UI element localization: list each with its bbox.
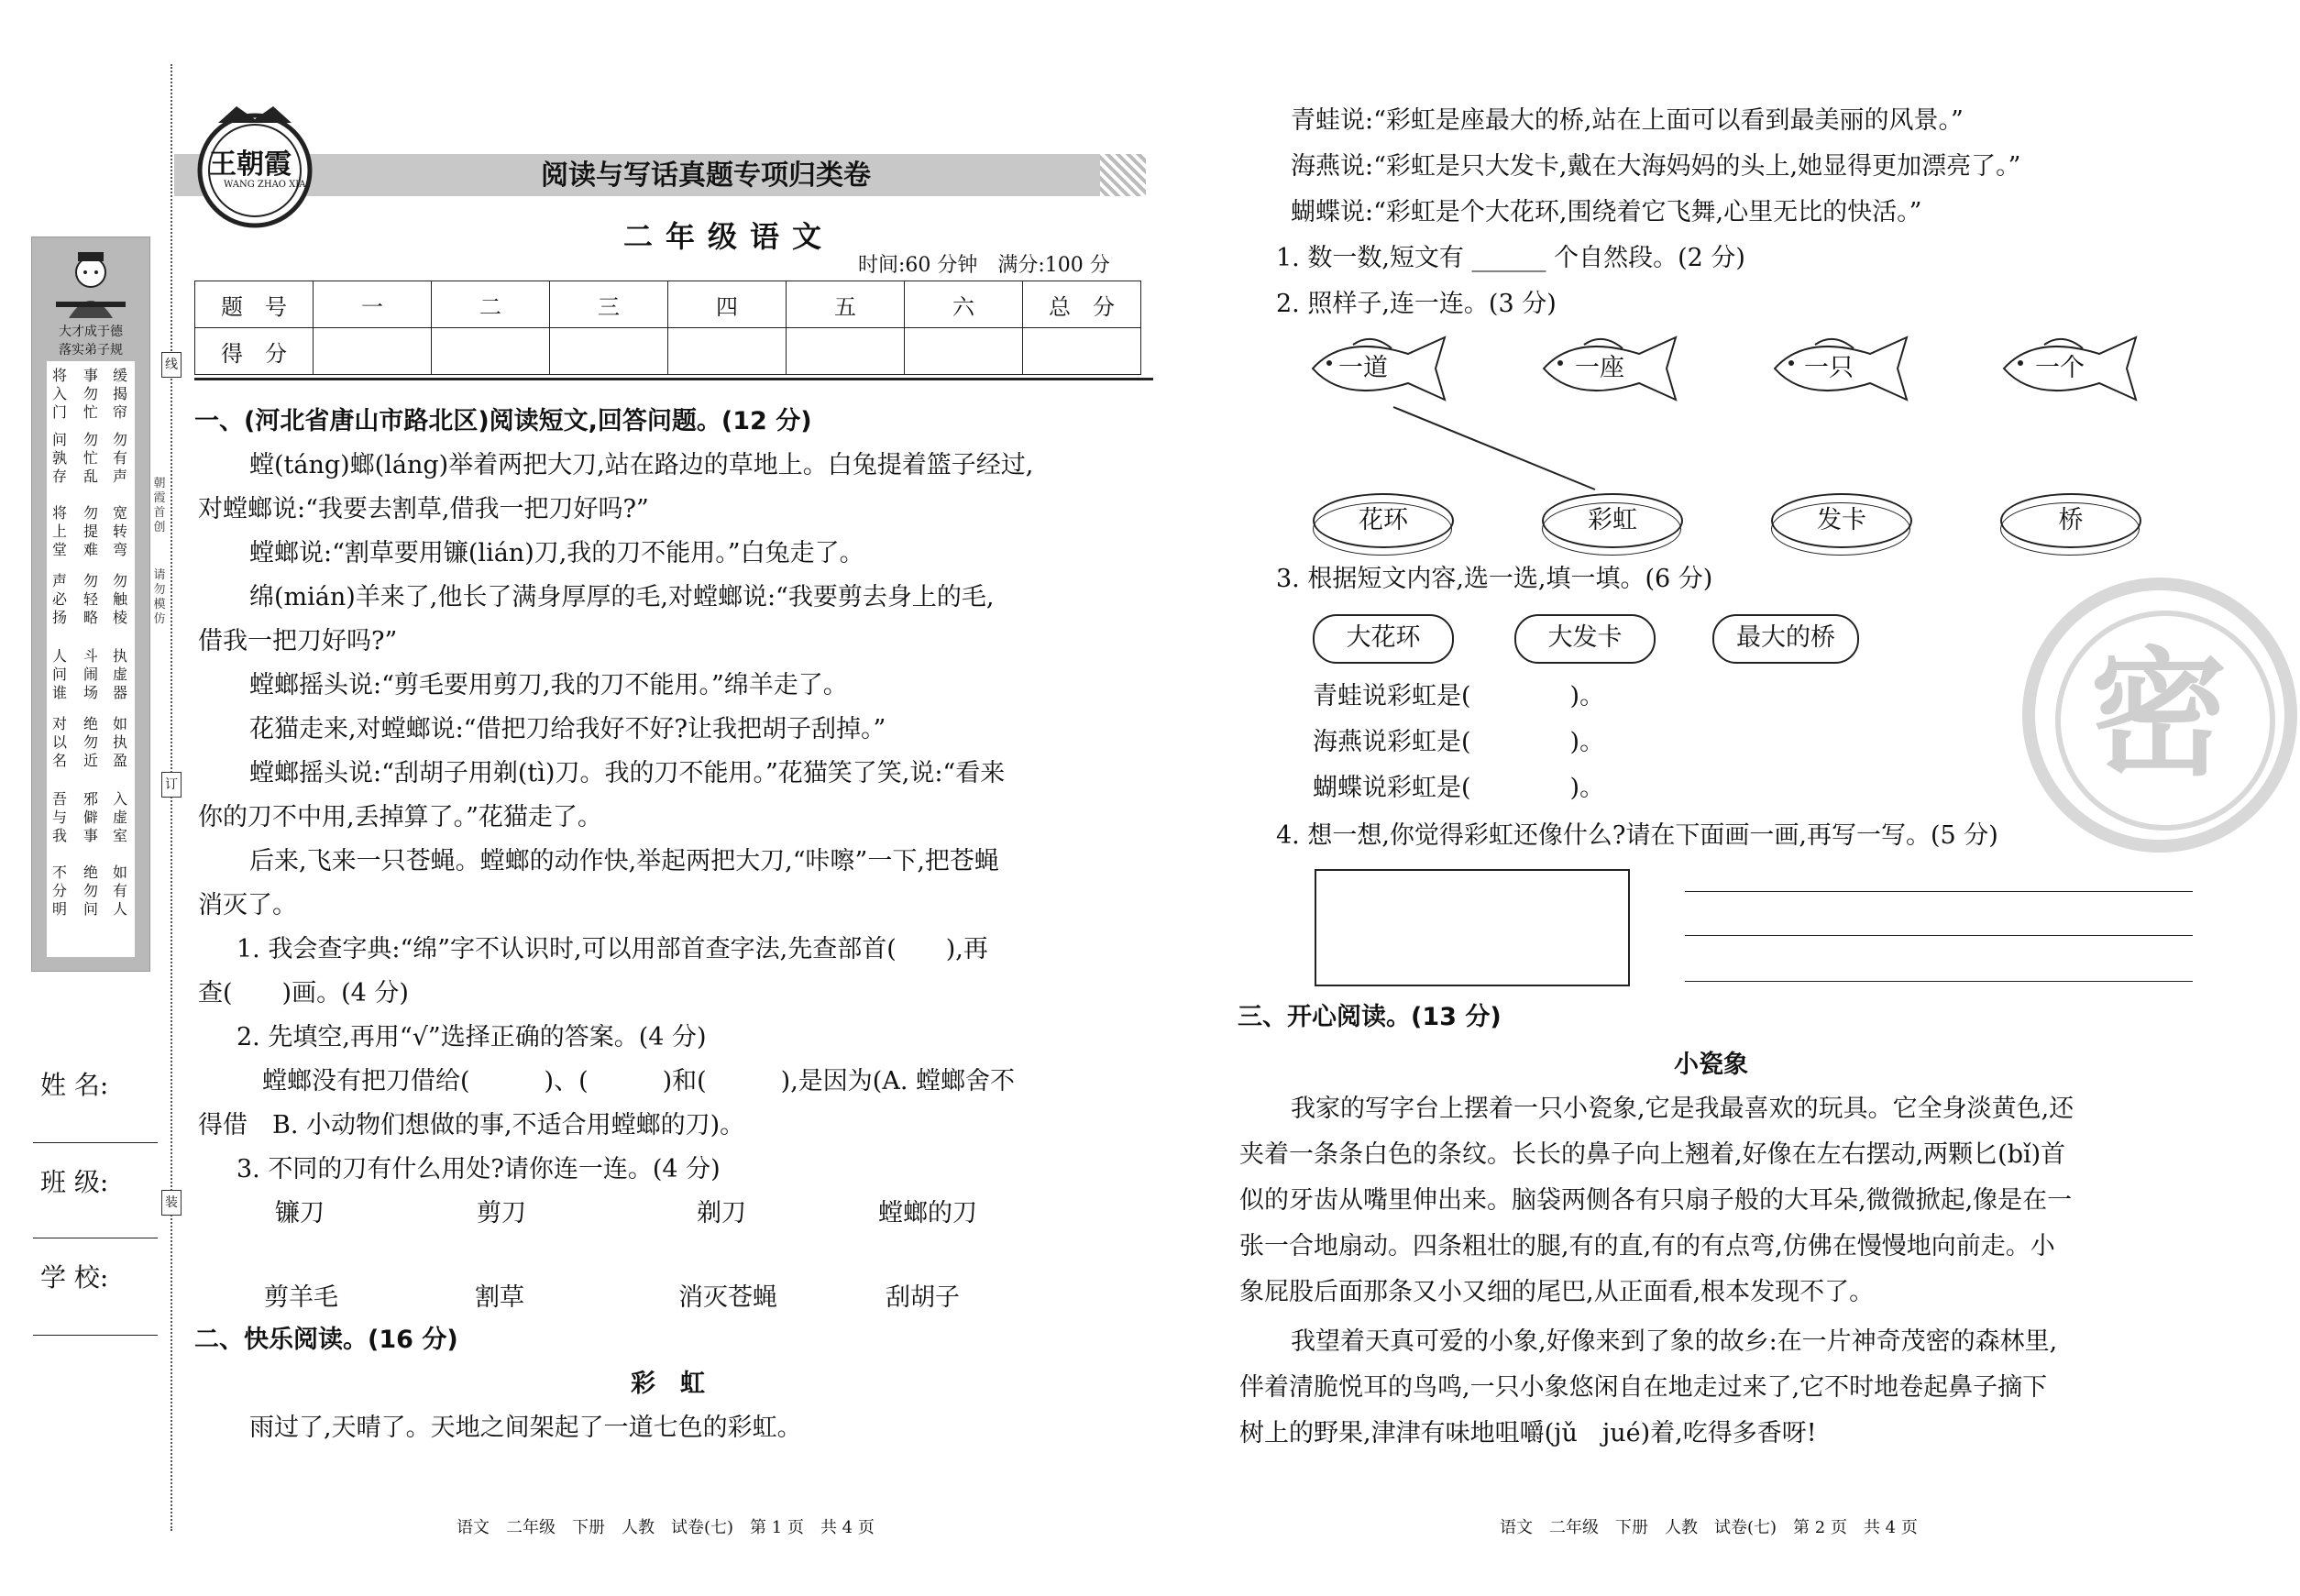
fish-label: 一只 (1804, 354, 1854, 382)
question-2-3: 3. 根据短文内容,选一选,填一填。(6 分) (1276, 565, 1713, 593)
story1-line: 绵(mián)羊来了,他长了满身厚厚的毛,对螳螂说:“我要剪去身上的毛, (249, 583, 995, 611)
story-title: 小瓷象 (1674, 1051, 1748, 1079)
cut-mark-1: 线 (161, 352, 182, 378)
fish-label: 一座 (1575, 354, 1624, 382)
knife-item[interactable]: 镰刀 (275, 1199, 325, 1227)
story1-line: 你的刀不中用,丢掉算了。”花猫走了。 (198, 803, 602, 831)
story2-line: 张一合地扇动。四条粗壮的腿,有的直,有的有点弯,仿佛在慢慢地向前走。小 (1239, 1232, 2055, 1260)
school-field[interactable] (33, 1335, 158, 1336)
question-1-2: 2. 先填空,再用“√”选择正确的答案。(4 分) (237, 1023, 707, 1051)
score-cell[interactable] (905, 328, 1023, 375)
score-cell[interactable] (668, 328, 787, 375)
plate-card[interactable] (1313, 493, 1450, 557)
plate-label: 彩虹 (1542, 493, 1683, 548)
story2-line: 似的牙齿从嘴里伸出来。脑袋两侧各有只扇子般的大耳朵,微微掀起,像是在一 (1239, 1186, 2073, 1215)
section3-title: 三、开心阅读。(13 分) (1238, 1003, 1502, 1031)
example-connect-line (1375, 394, 1613, 495)
motto-col: 勿忙乱 (83, 431, 98, 485)
motto-strip (31, 237, 150, 972)
score-row-label: 得 分 (195, 328, 314, 375)
logo-brand: 王朝霞 (209, 149, 292, 181)
story2-line: 夹着一条条白色的条纹。长长的鼻子向上翘着,好像在左右摆动,两颗匕(bǐ)首 (1239, 1140, 2066, 1169)
motto-col: 问孰存 (51, 431, 67, 485)
story2-line: 伴着清脆悦耳的鸟鸣,一只小象悠闲自在地走过来了,它不时地卷起鼻子摘下 (1239, 1373, 2048, 1402)
story1-line: 螳螂摇头说:“剪毛要用剪刀,我的刀不能用。”绵羊走了。 (249, 671, 848, 699)
motto-col: 执虚器 (112, 647, 127, 701)
question-1-3: 3. 不同的刀有什么用处?请你连一连。(4 分) (237, 1155, 721, 1183)
story2-line: 树上的野果,津津有味地咀嚼(jǔ jué)着,吃得多香呀! (1239, 1419, 1817, 1447)
score-header-cell: 六 (905, 281, 1023, 328)
motto-col: 如有人 (112, 864, 127, 918)
section2-title: 二、快乐阅读。(16 分) (194, 1326, 458, 1354)
time-info: 时间:60 分钟 满分:100 分 (858, 254, 1110, 277)
motto-bottom: 落实弟子规 (59, 343, 123, 358)
motto-col: 声必扬 (51, 572, 67, 626)
page1-footer: 语文 二年级 下册 人教 试卷(七) 第 1 页 共 4 页 (457, 1518, 875, 1537)
motto-col: 对以名 (51, 715, 67, 769)
story1-line: 后来,飞来一只苍蝇。螳螂的动作快,举起两把大刀,“咔嚓”一下,把苍蝇 (249, 847, 999, 875)
drawing-box[interactable] (1315, 869, 1630, 986)
motto-columns (47, 361, 135, 957)
motto-col: 如执盈 (112, 715, 127, 769)
side-note-1: 朝霞首创 (153, 477, 166, 534)
motto-col: 事勿忙 (83, 367, 98, 421)
option-cloud[interactable]: 大发卡 (1514, 614, 1656, 664)
confidential-stamp (2022, 578, 2297, 853)
poem-line: 雨过了,天晴了。天地之间架起了一道七色的彩虹。 (249, 1414, 802, 1442)
side-note-2: 请勿模仿 (153, 568, 166, 626)
fish-card[interactable] (1769, 332, 1916, 405)
motto-col: 人问谁 (51, 647, 67, 701)
motto-col: 邪僻事 (83, 790, 98, 844)
score-value-row (195, 328, 1141, 375)
fish-card[interactable] (1998, 332, 2145, 405)
use-item[interactable]: 刮胡子 (886, 1283, 960, 1312)
score-header-row (195, 281, 1141, 328)
poem-line: 蝴蝶说:“彩虹是个大花环,围绕着它飞舞,心里无比的快活。” (1291, 198, 1922, 226)
story1-line: 螳螂说:“割草要用镰(lián)刀,我的刀不能用。”白兔走了。 (249, 539, 864, 567)
motto-col: 勿触棱 (112, 572, 127, 626)
scholar-illustration (50, 247, 131, 320)
motto-col: 绝勿问 (83, 864, 98, 918)
section1-title: 一、(河北省唐山市路北区)阅读短文,回答问题。(12 分) (194, 407, 812, 435)
class-label: 班 级: (40, 1167, 109, 1197)
story2-line: 我望着天真可爱的小象,好像来到了象的故乡:在一片神奇茂密的森林里, (1291, 1327, 2058, 1356)
poem-line: 青蛙说:“彩虹是座最大的桥,站在上面可以看到最美丽的风景。” (1291, 106, 1964, 135)
motto-col: 勿轻略 (83, 572, 98, 626)
question-1-1: 1. 我会查字典:“绵”字不认识时,可以用部首查字法,先查部首( ),再 (237, 935, 988, 963)
plate-label: 花环 (1313, 493, 1454, 548)
cut-mark-2: 订 (161, 772, 182, 798)
motto-col: 吾与我 (51, 790, 67, 844)
score-header-cell: 总 分 (1023, 281, 1141, 328)
use-item[interactable]: 消灭苍蝇 (678, 1283, 777, 1312)
motto-col: 不分明 (51, 864, 67, 918)
plate-label: 发卡 (1771, 493, 1912, 548)
story2-line: 我家的写字台上摆着一只小瓷象,它是我最喜欢的玩具。它全身淡黄色,还 (1291, 1095, 2074, 1123)
motto-col: 入虚室 (112, 790, 127, 844)
motto-col: 斗闹场 (83, 647, 98, 701)
score-header-cell: 二 (432, 281, 550, 328)
poem-line: 海燕说:“彩虹是只大发卡,戴在大海妈妈的头上,她显得更加漂亮了。” (1291, 152, 2021, 181)
name-label: 姓 名: (40, 1070, 109, 1100)
motto-col: 勿提难 (83, 504, 98, 558)
option-cloud[interactable]: 大花环 (1313, 614, 1454, 664)
plate-card[interactable] (2000, 493, 2138, 557)
header-rule (194, 378, 1153, 380)
question-2-1: 1. 数一数,短文有 ______ 个自然段。(2 分) (1276, 244, 1745, 272)
name-field[interactable] (33, 1142, 158, 1143)
score-header-cell: 一 (314, 281, 432, 328)
score-cell[interactable] (1023, 328, 1141, 375)
fill-line[interactable]: 海燕说彩虹是( )。 (1313, 728, 1605, 756)
question-2-4: 4. 想一想,你觉得彩虹还像什么?请在下面画一画,再写一写。(5 分) (1276, 821, 1998, 850)
score-cell[interactable] (314, 328, 432, 375)
question-2-2: 2. 照样子,连一连。(3 分) (1276, 290, 1557, 318)
subject-title: 二年级语文 (623, 219, 835, 254)
use-item[interactable]: 割草 (475, 1283, 524, 1312)
motto-col: 缓揭帘 (112, 367, 127, 421)
story1-line: 螳(táng)螂(láng)举着两把大刀,站在路边的草地上。白兔提着篮子经过, (249, 451, 1034, 479)
option-cloud[interactable]: 最大的桥 (1712, 614, 1859, 664)
stamp-char: 密 (2090, 633, 2228, 795)
score-header-cell: 题 号 (195, 281, 314, 328)
plate-label: 桥 (2000, 493, 2141, 548)
motto-col: 勿有声 (112, 431, 127, 485)
logo-sub: WANG ZHAO XIA (224, 180, 306, 190)
fish-label: 一道 (1338, 354, 1388, 382)
knife-item[interactable]: 剃刀 (697, 1199, 746, 1227)
school-label: 学 校: (40, 1262, 109, 1293)
story1-line: 螳螂摇头说:“刮胡子用剃(tì)刀。我的刀不能用。”花猫笑了笑,说:“看来 (249, 759, 1006, 787)
question-1-2-body: 螳螂没有把刀借给( )、( )和( ),是因为(A. 螳螂舍不 (262, 1067, 1015, 1095)
motto-col: 绝勿近 (83, 715, 98, 769)
story1-line: 花猫走来,对螳螂说:“借把刀给我好不好?让我把胡子刮掉。” (249, 715, 886, 743)
score-cell[interactable] (550, 328, 668, 375)
score-header-cell: 三 (550, 281, 668, 328)
story1-line: 对螳螂说:“我要去割草,借我一把刀好吗?” (198, 495, 649, 523)
knife-item[interactable]: 剪刀 (477, 1199, 526, 1227)
question-1-2-cont: 得借 B. 小动物们想做的事,不适合用螳螂的刀)。 (198, 1111, 745, 1139)
knife-item[interactable]: 螳螂的刀 (878, 1199, 977, 1227)
score-cell[interactable] (432, 328, 550, 375)
plate-card[interactable] (1542, 493, 1679, 557)
fill-line[interactable]: 青蛙说彩虹是( )。 (1313, 682, 1605, 710)
fish-label: 一个 (2035, 354, 2085, 382)
plate-card[interactable] (1771, 493, 1909, 557)
motto-top: 大才成于德 (59, 325, 123, 339)
cut-mark-3: 装 (161, 1190, 182, 1216)
score-table (194, 281, 1141, 375)
banner-title: 阅读与写话真题专项归类卷 (541, 160, 871, 192)
question-1-1-cont: 查( )画。(4 分) (198, 979, 409, 1007)
writing-line[interactable] (1685, 891, 2193, 892)
writing-line[interactable] (1685, 981, 2193, 982)
banner-dots (1100, 154, 1146, 196)
motto-col: 将上堂 (51, 504, 67, 558)
score-cell[interactable] (787, 328, 905, 375)
use-item[interactable]: 剪羊毛 (264, 1283, 338, 1312)
writing-line[interactable] (1685, 935, 2193, 936)
story1-line: 借我一把刀好吗?” (198, 627, 398, 655)
page2-footer: 语文 二年级 下册 人教 试卷(七) 第 2 页 共 4 页 (1500, 1518, 1918, 1537)
story2-line: 象屁股后面那条又小又细的尾巴,从正面看,根本发现不了。 (1239, 1278, 1875, 1306)
poem-title: 彩 虹 (631, 1370, 705, 1398)
fill-line[interactable]: 蝴蝶说彩虹是( )。 (1313, 774, 1605, 802)
score-header-cell: 五 (787, 281, 905, 328)
score-header-cell: 四 (668, 281, 787, 328)
story1-line: 消灭了。 (198, 891, 297, 919)
binding-line (171, 64, 172, 1531)
motto-col: 宽转弯 (112, 504, 127, 558)
motto-col: 将入门 (51, 367, 67, 421)
